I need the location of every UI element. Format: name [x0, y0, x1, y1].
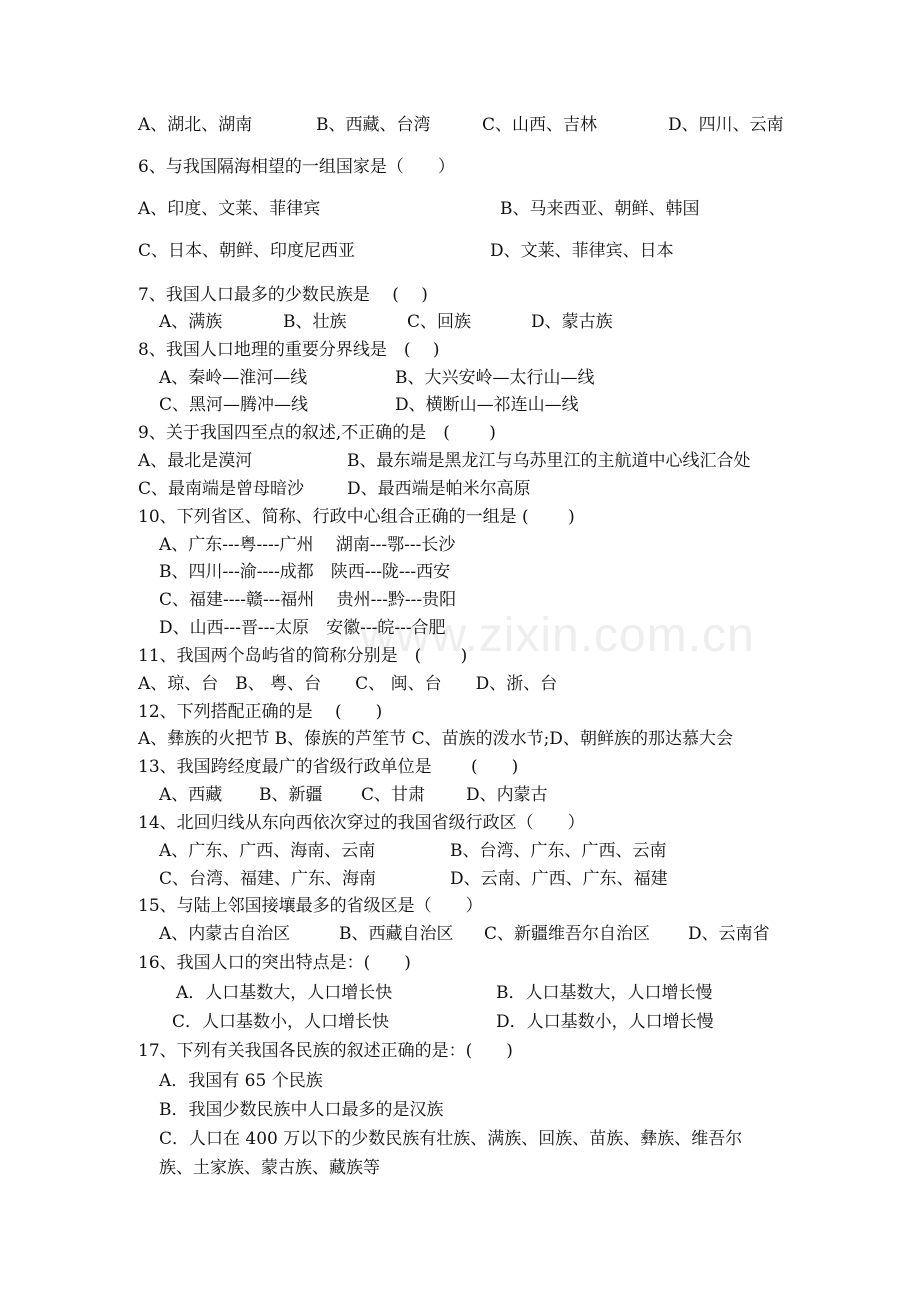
q7-option-b: B、壮族: [283, 312, 347, 332]
q7-option-a: A、满族: [159, 312, 223, 332]
q17-option-c-continued: 族、土家族、蒙古族、藏族等: [159, 1158, 380, 1178]
q10-stem: 10、下列省区、简称、行政中心组合正确的一组是 ( ): [138, 507, 575, 527]
q9-stem: 9、关于我国四至点的叙述,不正确的是 ( ): [138, 423, 496, 443]
q9-option-b: B、最东端是黑龙江与乌苏里江的主航道中心线汇合处: [347, 451, 751, 471]
q13-option-d: D、内蒙古: [466, 785, 548, 805]
q10-option-a: A、广东---粤----广州 湖南---鄂---长沙: [159, 535, 456, 555]
q8-option-b: B、大兴安岭—太行山—线: [395, 368, 595, 388]
q17-option-b: B．我国少数民族中人口最多的是汉族: [159, 1100, 444, 1120]
q16-stem: 16、我国人口的突出特点是：( ): [138, 953, 411, 973]
q8-option-a: A、秦岭—淮河—线: [159, 368, 308, 388]
q13-option-a: A、西藏: [159, 785, 223, 805]
q8-stem: 8、我国人口地理的重要分界线是 ( ): [138, 340, 440, 360]
q17-option-a: A．我国有 65 个民族: [159, 1071, 323, 1091]
watermark: www.zixin.com.cn: [360, 609, 755, 662]
q10-option-d: D、山西---晋---太原 安徽---皖---合肥: [159, 618, 446, 638]
q10-option-c: C、福建----赣---福州 贵州---黔---贵阳: [159, 590, 457, 610]
q6-option-a: A、印度、文莱、菲律宾: [138, 199, 321, 219]
q17-stem: 17、下列有关我国各民族的叙述正确的是：( ): [138, 1041, 513, 1061]
q16-option-c: C．人口基数小，人口增长快: [172, 1012, 390, 1032]
q15-option-b: B、西藏自治区: [339, 924, 454, 944]
q15-option-c: C、新疆维吾尔自治区: [484, 924, 651, 944]
q13-stem: 13、我国跨经度最广的省级行政单位是 ( ): [138, 757, 519, 777]
q5-option-a: A、湖北、湖南: [138, 115, 253, 135]
q9-option-a: A、最北是漠河: [138, 451, 253, 471]
q9-option-d: D、最西端是帕米尔高原: [347, 479, 531, 499]
q17-option-c: C．人口在 400 万以下的少数民族有壮族、满族、回族、苗族、彝族、维吾尔: [159, 1129, 743, 1149]
q6-stem: 6、与我国隔海相望的一组国家是（ ）: [138, 157, 455, 177]
q8-option-c: C、黑河—腾冲—线: [159, 395, 309, 415]
q7-stem: 7、我国人口最多的少数民族是 ( ): [138, 285, 428, 305]
q13-option-b: B、新疆: [259, 785, 323, 805]
q10-option-b: B、四川---渝----成都 陕西---陇---西安: [159, 562, 451, 582]
q5-option-b: B、西藏、台湾: [316, 115, 431, 135]
q6-option-d: D、文莱、菲律宾、日本: [490, 241, 674, 261]
q11-options: A、琼、台 B、 粤、台 C、 闽、台 D、浙、台: [138, 674, 558, 694]
q14-option-a: A、广东、广西、海南、云南: [159, 841, 376, 861]
q12-stem: 12、下列搭配正确的是 ( ): [138, 702, 383, 722]
q5-option-c: C、山西、吉林: [482, 115, 598, 135]
q14-option-d: D、云南、广西、广东、福建: [450, 869, 668, 889]
q11-stem: 11、我国两个岛屿省的简称分别是 ( ): [138, 646, 468, 666]
q14-stem: 14、北回归线从东向西依次穿过的我国省级行政区（ ）: [138, 813, 585, 833]
q15-stem: 15、与陆上邻国接壤最多的省级区是（ ）: [138, 896, 483, 916]
q16-option-a: A．人口基数大，人口增长快: [176, 983, 393, 1003]
q14-option-c: C、台湾、福建、广东、海南: [159, 869, 377, 889]
q6-option-b: B、马来西亚、朝鲜、韩国: [500, 199, 700, 219]
q15-option-d: D、云南省: [688, 924, 770, 944]
q16-option-d: D．人口基数小，人口增长慢: [496, 1012, 714, 1032]
q8-option-d: D、横断山—祁连山—线: [395, 395, 579, 415]
q16-option-b: B．人口基数大，人口增长慢: [496, 983, 713, 1003]
q5-option-d: D、四川、云南: [668, 115, 784, 135]
q7-option-d: D、蒙古族: [531, 312, 613, 332]
q12-options: A、彝族的火把节 B、傣族的芦笙节 C、苗族的泼水节;D、朝鲜族的那达慕大会: [138, 729, 733, 749]
q15-option-a: A、内蒙古自治区: [159, 924, 291, 944]
q7-option-c: C、回族: [407, 312, 472, 332]
q9-option-c: C、最南端是曾母暗沙: [138, 479, 305, 499]
q14-option-b: B、台湾、广东、广西、云南: [450, 841, 667, 861]
q6-option-c: C、日本、朝鲜、印度尼西亚: [138, 241, 356, 261]
q13-option-c: C、甘肃: [361, 785, 426, 805]
